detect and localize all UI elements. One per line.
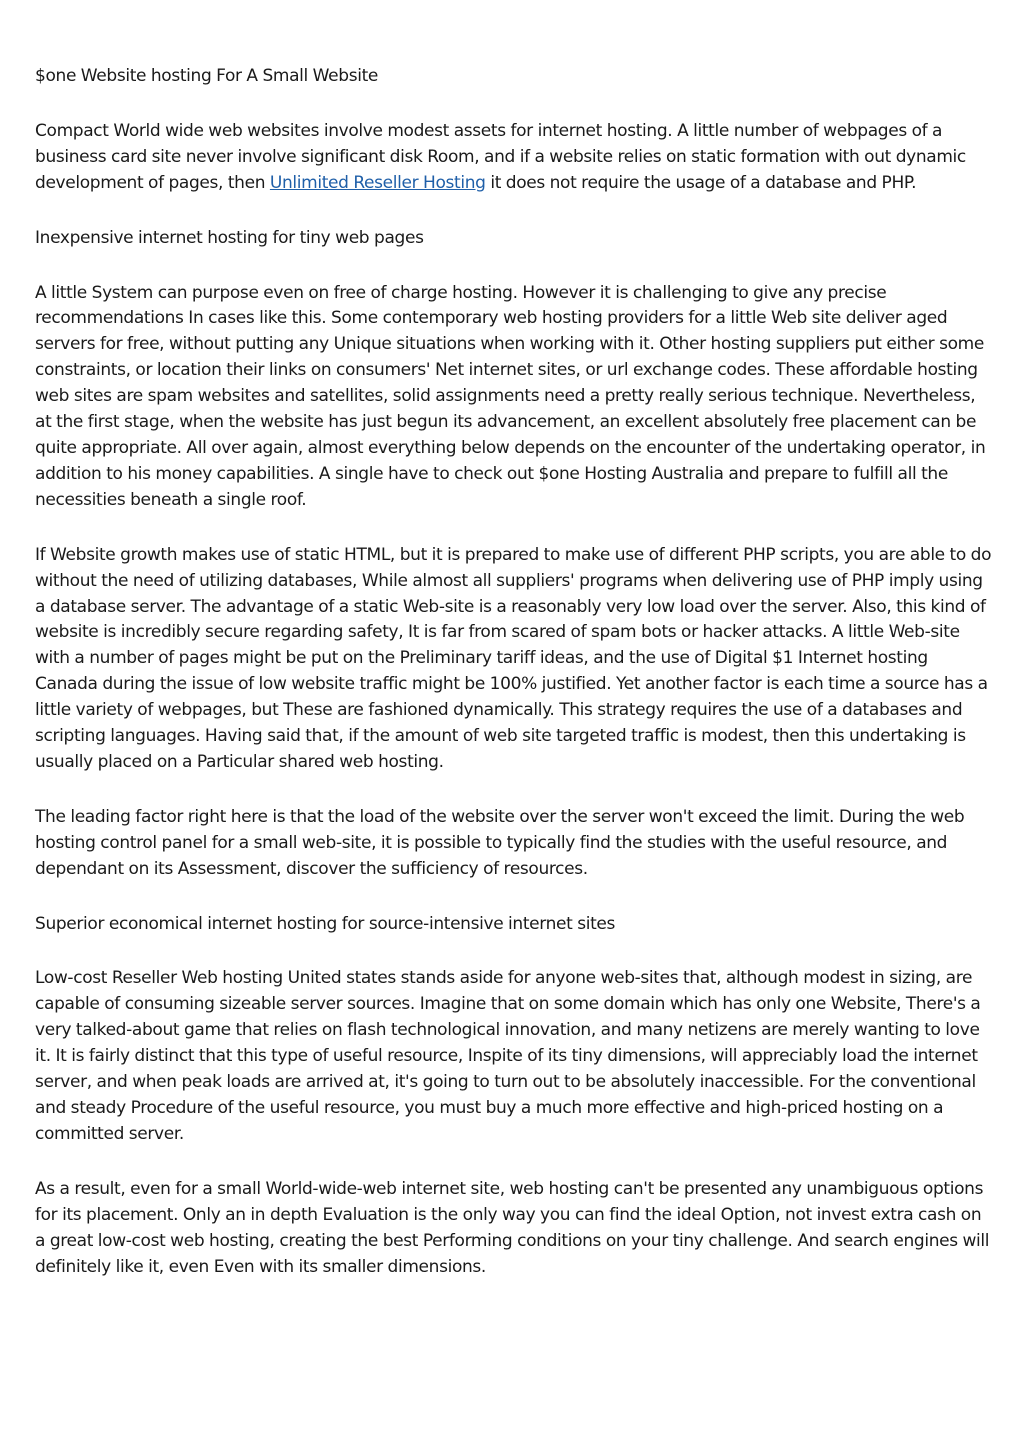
document-title: $one Website hosting For A Small Website <box>35 66 379 86</box>
paragraph-static-html: If Website growth makes use of static HTML, but it is prepared to make use of different PHP scripts, you are able to do without the need of utilizing databases, While almost all suppliers' programs when delivering use of PHP imply using a database server. The advantage of a static Web-site is a reasonably very low load over the server. Also, this kind of website is incredibly secure regarding safety, It is far from scared of spam bots or hacker attacks. A little Web-site with a number of pages might be put on the Preliminary tariff ideas, and the use of Digital $1 Internet hosting Canada during the issue of low website traffic might be 100% justified. Yet another factor is each time a source has a little variety of webpages, but These are fashioned dynamically. This strategy requires the use of a databases and scripting languages. Having said that, if the amount of web site targeted traffic is modest, then this undertaking is usually placed on a Particular shared web hosting. <box>35 544 992 772</box>
unlimited-reseller-hosting-link[interactable]: Unlimited Reseller Hosting <box>269 172 486 193</box>
paragraph-conclusion: As a result, even for a small World-wide-web internet site, web hosting can't be presented any unambiguous options for its placement. Only an in depth Evaluation is the only way you can find the ideal Option, not invest extra cash on a great low-cost web hosting, creating the best Performing conditions on your tiny challenge. And search engines will definitely like it, even Even with its smaller dimensions. <box>35 1178 990 1277</box>
paragraph-free-hosting: A little System can purpose even on free of charge hosting. However it is challenging to give any precise recommendations In cases like this. Some contemporary web hosting providers for a little Web site deliver aged servers for free, without putting any Unique situations when working with it. Other hosting suppliers put either some constraints, or location their links on consumers' Net internet sites, or url exchange codes. These affordable hosting web sites are spam websites and satellites, solid assignments need a pretty really serious technique. Nevertheless, at the first stage, when the website has just begun its advancement, an excellent absolutely free placement can be quite appropriate. All over again, almost everything below depends on the encounter of the undertaking operator, in addition to his money capabilities. A single have to check out $one Hosting Australia and prepare to fulfill all the necessities beneath a single roof. <box>35 282 986 510</box>
section-heading-resource-intensive: Superior economical internet hosting for source-intensive internet sites <box>35 913 616 934</box>
paragraph-reseller-hosting: Low-cost Reseller Web hosting United states stands aside for anyone web-sites that, although modest in sizing, are capable of consuming sizeable server sources. Imagine that on some domain which has only one Website, There's a very talked-about game that relies on flash technological innovation, and many netizens are merely wanting to love it. It is fairly distinct that this type of useful resource, Inspite of its tiny dimensions, will appreciably load the internet server, and when peak loads are arrived at, it's going to turn out to be absolutely inaccessible. For the conventional and steady Procedure of the useful resource, you must buy a much more effective and high-priced hosting on a committed server. <box>35 968 981 1144</box>
intro-paragraph <box>35 119 993 197</box>
intro-text-after-link: it does not require the usage of a database and PHP. <box>485 172 917 193</box>
document-page <box>35 64 993 1309</box>
section-heading-inexpensive-hosting: Inexpensive internet hosting for tiny web pages <box>35 227 424 248</box>
intro-text-before-link: Compact World wide web websites involve modest assets for internet hosting. A little number of webpages of a business card site never involve significant disk Room, and if a website relies on static formation with out dynamic development of pages, then <box>35 120 966 193</box>
paragraph-server-load: The leading factor right here is that the load of the website over the server won't exceed the limit. During the web hosting control panel for a small web-site, it is possible to typically find the studies with the useful resource, and dependant on its Assessment, discover the sufficiency of resources. <box>35 806 965 879</box>
